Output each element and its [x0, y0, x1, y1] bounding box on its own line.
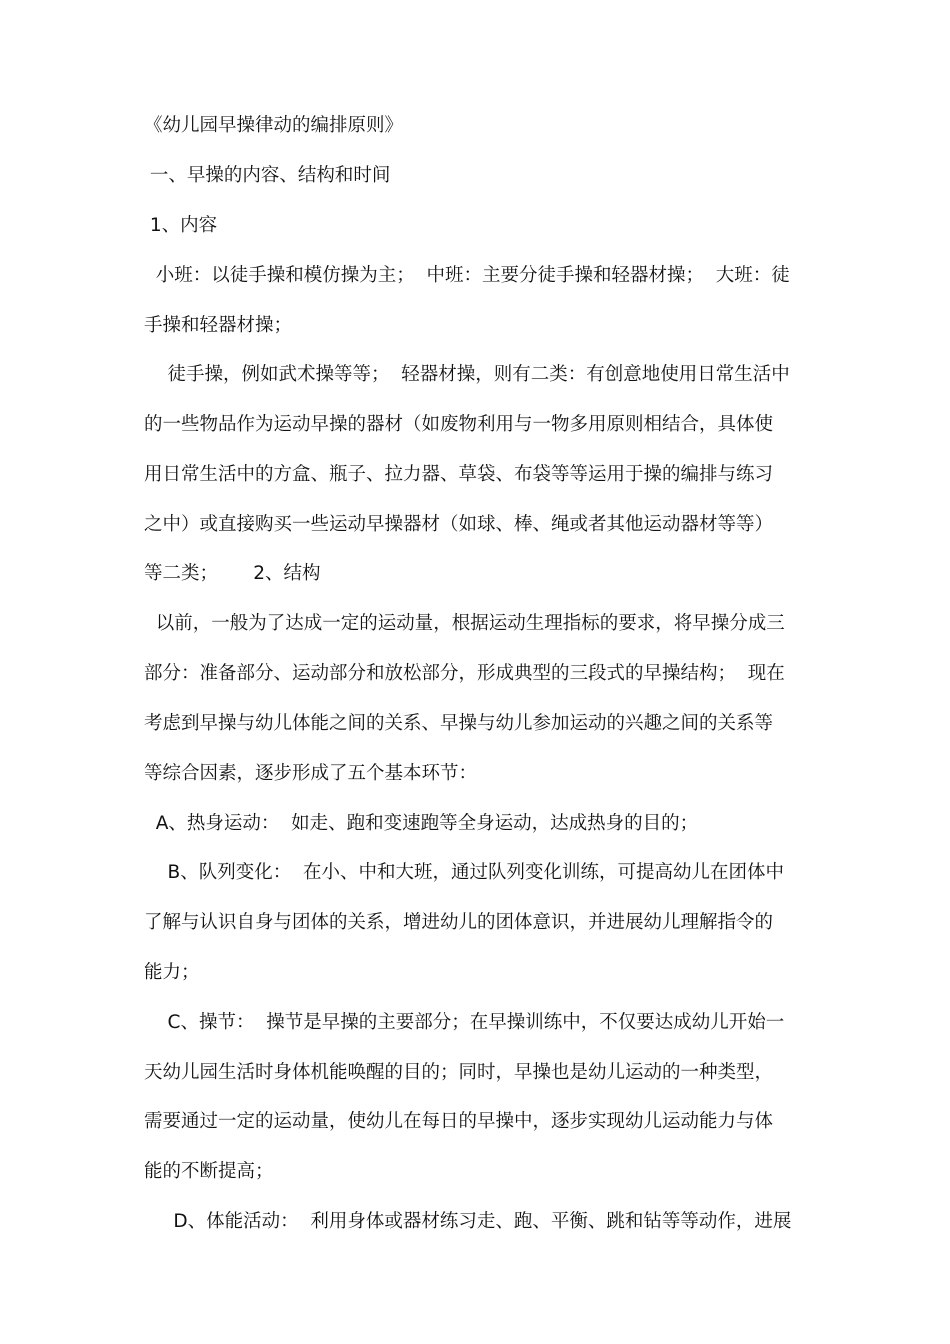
- paragraph-line: 以前，一般为了达成一定的运动量，根据运动生理指标的要求，将早操分成三: [144, 613, 785, 634]
- list-item-b: B、队列变化： 在小、中和大班，通过队列变化训练，可提高幼儿在团体中: [144, 862, 784, 883]
- paragraph-line: 之中）或直接购买一些运动早操器材（如球、棒、绳或者其他运动器材等等）: [144, 514, 774, 535]
- paragraph-line: 部分：准备部分、运动部分和放松部分，形成典型的三段式的早操结构； 现在: [144, 663, 785, 684]
- list-item-c: C、操节： 操节是早操的主要部分；在早操训练中，不仅要达成幼儿开始一: [144, 1012, 785, 1033]
- subsection-heading-content: 1、内容: [144, 215, 218, 236]
- paragraph-line: 用日常生活中的方盒、瓶子、拉力器、草袋、布袋等等运用于操的编排与练习: [144, 464, 774, 485]
- paragraph-line: 等二类； 2、结构: [144, 563, 321, 584]
- paragraph-line: 能的不断提高；: [144, 1161, 274, 1182]
- paragraph-line: 考虑到早操与幼儿体能之间的关系、早操与幼儿参加运动的兴趣之间的关系等: [144, 713, 774, 734]
- paragraph-line: 的一些物品作为运动早操的器材（如废物利用与一物多用原则相结合，具体使: [144, 414, 774, 435]
- document-title: 《幼儿园早操律动的编排原则》: [144, 115, 404, 136]
- paragraph-line: 需要通过一定的运动量，使幼儿在每日的早操中，逐步实现幼儿运动能力与体: [144, 1111, 774, 1132]
- section-heading-1: 一、早操的内容、结构和时间: [144, 165, 391, 186]
- list-item-a: A、热身运动： 如走、跑和变速跑等全身运动，达成热身的目的；: [144, 813, 699, 834]
- paragraph-line: 徒手操，例如武术操等等； 轻器材操，则有二类：有创意地使用日常生活中: [144, 364, 790, 385]
- paragraph-line: 了解与认识自身与团体的关系，增进幼儿的团体意识，并进展幼儿理解指令的: [144, 912, 774, 933]
- paragraph-line: 天幼儿园生活时身体机能唤醒的目的；同时，早操也是幼儿运动的一种类型，: [144, 1062, 774, 1083]
- paragraph-line: 等综合因素，逐步形成了五个基本环节：: [144, 763, 478, 784]
- paragraph-line: 能力；: [144, 962, 200, 983]
- list-item-d: D、体能活动： 利用身体或器材练习走、跑、平衡、跳和钻等等动作，进展: [144, 1211, 792, 1232]
- paragraph-line: 手操和轻器材操；: [144, 315, 293, 336]
- paragraph-line: 小班：以徒手操和模仿操为主； 中班：主要分徒手操和轻器材操； 大班：徒: [144, 265, 790, 286]
